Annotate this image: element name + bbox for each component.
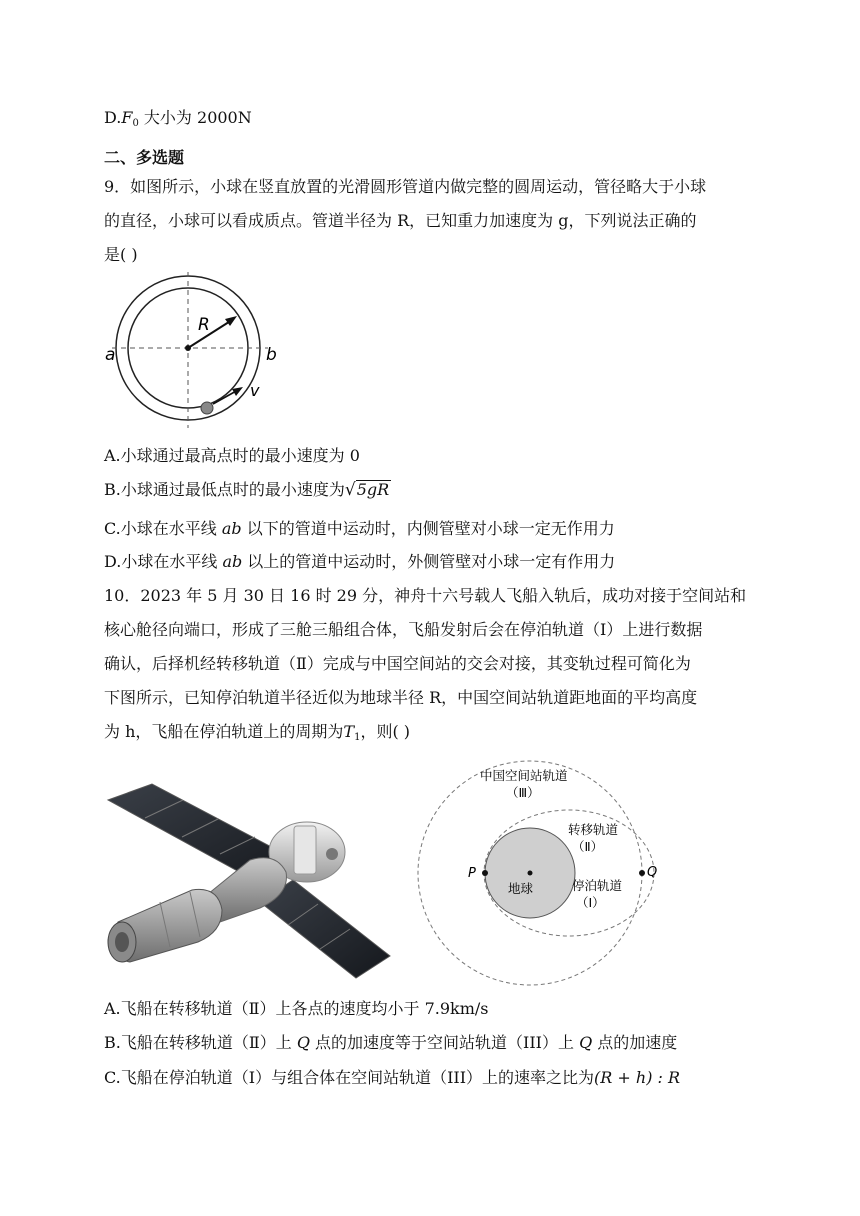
label-transfer-orbit: 转移轨道 <box>568 822 619 837</box>
q9-option-a: A.小球通过最高点时的最小速度为 0 <box>104 446 360 465</box>
q9-option-b: B.小球通过最低点时的最小速度为√5gR <box>104 480 390 500</box>
docking-port <box>326 848 338 860</box>
q10-option-c: C.飞船在停泊轨道（I）与组合体在空间站轨道（III）上的速率之比为(R + h) : R <box>104 1068 681 1087</box>
point-Q <box>639 870 645 876</box>
q10-option-b: B.飞船在转移轨道（Ⅱ）上 Q 点的加速度等于空间站轨道（III）上 Q 点的加速度 <box>104 1033 678 1052</box>
label-station-num: （Ⅲ） <box>506 785 540 800</box>
label-R: R <box>198 315 210 335</box>
velocity-arrowhead <box>232 387 243 396</box>
q10-line-1: 10．2023 年 5 月 30 日 16 时 29 分，神舟十六号载人飞船入轨后，成功对接于空间站和 <box>104 586 747 605</box>
spacecraft-illustration <box>100 782 395 980</box>
label-Q: Q <box>647 865 658 880</box>
option-d-prev: $D.F_0$ 大小为 2000N <box>104 108 252 129</box>
radius-arrowhead <box>225 316 237 326</box>
circular-tube-figure <box>100 272 290 430</box>
label-P: P <box>468 866 476 881</box>
label-v: v <box>250 381 260 400</box>
q9-line-3: 是( ) <box>104 245 138 264</box>
label-parking-num: （Ⅰ） <box>576 895 605 910</box>
label-parking-orbit: 停泊轨道 <box>572 878 623 893</box>
label-b: b <box>266 345 277 365</box>
radius-line <box>188 320 232 348</box>
label-transfer-num: （Ⅱ） <box>572 839 604 854</box>
q9-line-2: 的直径，小球可以看成质点。管道半径为 R，已知重力加速度为 g，下列说法正确的 <box>104 211 697 230</box>
earth-center-dot <box>528 871 533 876</box>
label-earth: 地球 <box>508 881 534 896</box>
point-P <box>482 870 488 876</box>
q10-line-5: 为 h，飞船在停泊轨道上的周期为$T_1$，则( ) <box>104 722 411 743</box>
label-a: a <box>105 345 116 365</box>
ball <box>201 402 213 414</box>
q10-line-3: 确认，后择机经转移轨道（Ⅱ）完成与中国空间站的交会对接，其变轨过程可简化为 <box>104 654 691 673</box>
q10-line-2: 核心舱径向端口，形成了三舱三船组合体，飞船发射后会在停泊轨道（I）上进行数据 <box>104 620 703 639</box>
section-heading: 二、多选题 <box>104 148 185 167</box>
q10-option-a: A.飞船在转移轨道（Ⅱ）上各点的速度均小于 7.9km/s <box>104 999 489 1018</box>
orbit-diagram <box>410 760 700 988</box>
q9-option-d: D.小球在水平线 ab 以上的管道中运动时，外侧管壁对小球一定有作用力 <box>104 552 616 571</box>
q9-option-c: C.小球在水平线 ab 以下的管道中运动时，内侧管壁对小球一定无作用力 <box>104 519 615 538</box>
label-station-orbit: 中国空间站轨道 <box>480 768 568 783</box>
q9-line-1: 9．如图所示，小球在竖直放置的光滑圆形管道内做完整的圆周运动，管径略大于小球 <box>104 177 707 196</box>
engine-core <box>115 932 129 952</box>
module-band <box>294 826 316 874</box>
q10-line-4: 下图所示，已知停泊轨道半径近似为地球半径 R，中国空间站轨道距地面的平均高度 <box>104 688 698 707</box>
